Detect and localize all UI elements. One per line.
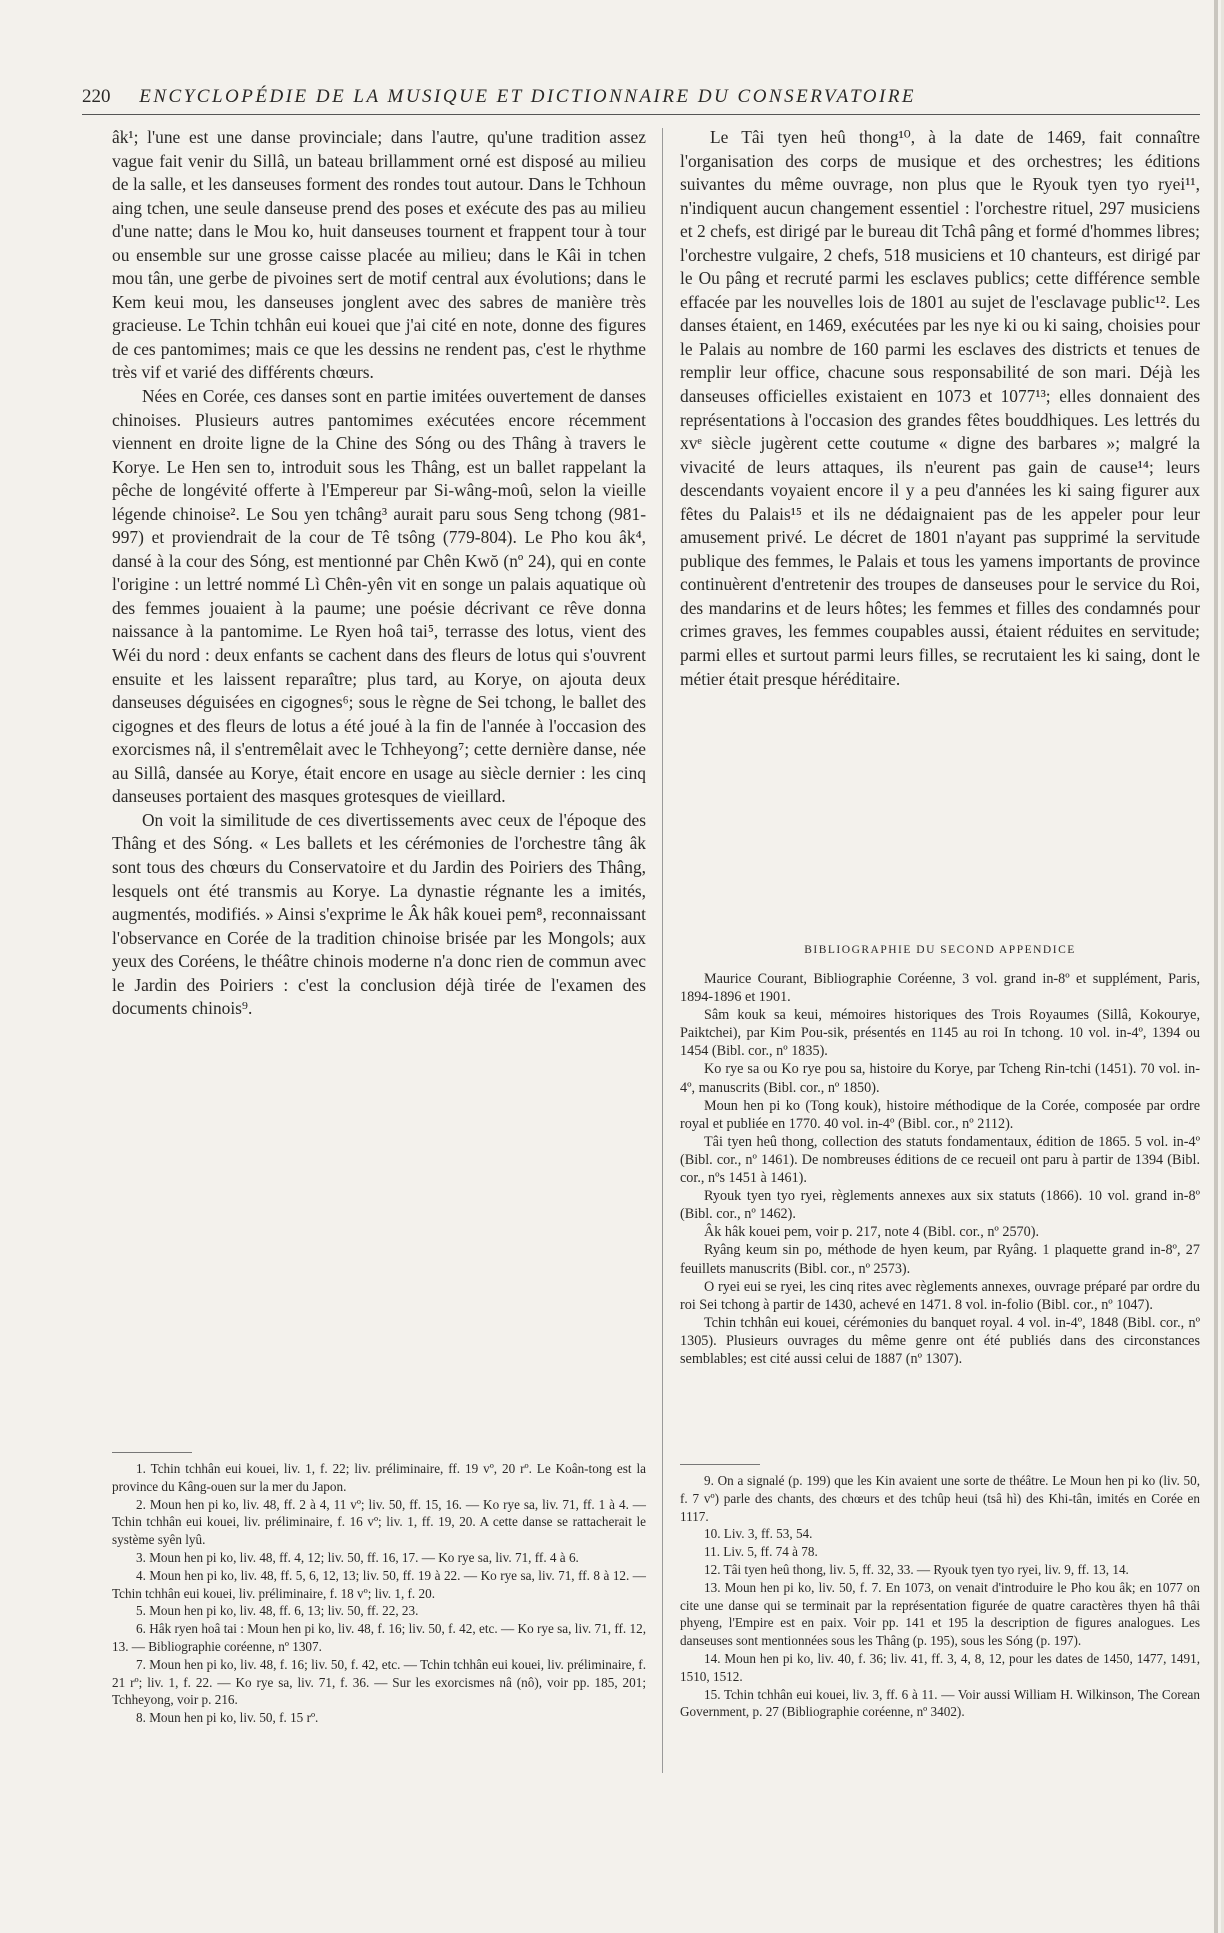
footnote: 5. Moun hen pi ko, liv. 48, ff. 6, 13; liv. 50, ff. 22, 23. — [136, 1603, 419, 1619]
page-number: 220 — [82, 86, 111, 107]
footnote: 11. Liv. 5, ff. 74 à 78. — [704, 1544, 818, 1560]
bibliography-entry: Ryâng keum sin po, méthode de hyen keum, par Ryâng. 1 plaquette grand in-8º, 27 feuillets manuscrits (Bibl. cor., nº 2573). — [680, 1242, 1200, 1277]
footnote-separator — [112, 1452, 192, 1453]
bibliography-entry: Maurice Courant, Bibliographie Coréenne, 3 vol. grand in-8º et supplément, Paris, 1894-1896 et 1901. — [680, 971, 1200, 1006]
footnote: 15. Tchin tchhân eui kouei, liv. 3, ff. 6 à 11. — Voir aussi William H. Wilkinson, The Corean Government, p. 27 (Bibliographie coréenne, nº 3402). — [680, 1686, 1200, 1720]
paragraph: Le Tâi tyen heû thong¹⁰, à la date de 1469, fait connaître l'organisation des corps de musique et des orchestres; les éditions suivantes du même ouvrage, non plus que le Ryouk tyen tyo ryei¹¹, n'indiquent aucun changement essentiel : l'orchestre rituel, 297 musiciens et 2 chefs, est dirigé par le bureau dit Tchâ pâng et formé d'hommes libres; l'orchestre vulgaire, 2 chefs, 518 musiciens et 10 chanteurs, est dirigé par le Ou pâng et recruté parmi les esclaves publics; cette différence semble effacée par les nouvelles lois de 1801 au sujet de l'esclavage public¹². Les danses étaient, en 1469, exécutées par les nye ki ou ki saing, choisies pour le Palais au nombre de 160 parmi les esclaves des districts et tenues de remplir leur office, chacune sous responsabilité de son mari. Déjà les danseuses officielles existaient en 1073 et 1077¹³; elles donnaient des représentations à l'occasion des grandes fêtes bouddhiques. Les lettrés du xvᵉ siècle jugèrent cette coutume « digne des barbares »; malgré la vivacité de leurs attaques, ils n'eurent pas gain de cause¹⁴; leurs descendants voyaient encore il y a peu d'années les ki saing figurer aux fêtes du Palais¹⁵ et ils ne dédaignaient pas de les appeler pour leur amusement privé. Le décret de 1801 n'ayant pas supprimé la servitude publique des femmes, le Palais et tous les yamens importants de province continuèrent d'entretenir des troupes de danseuses pour le service du Roi, des mandarins et de leurs hôtes; les femmes et filles des condamnés pour crimes graves, les femmes coupables aussi, étaient réduites en servitude; parmi elles et surtout parmi leurs filles, se recrutaient les ki saing, dont le métier était presque héréditaire. — [680, 127, 1200, 689]
footnote: 6. Hâk ryen hoâ tai : Moun hen pi ko, liv. 48, f. 16; liv. 50, f. 42, etc. — Ko rye sa, liv. 71, ff. 12, 13. — Bibliographie coréenne, nº 1307. — [112, 1621, 646, 1654]
footnote: 13. Moun hen pi ko, liv. 50, f. 7. En 1073, on venait d'introduire le Pho kou âk; en 1077 on cite une danse qui se terminait par la représentation figurée de quatre caractères thyen hâ thâi phyeng, l'Empire est en paix. Voir pp. 141 et 195 la description de figures analogues. Les danseuses sont mentionnées sous les Thâng (p. 195), sous les Sóng (p. 197). — [680, 1579, 1200, 1649]
paragraph: Nées en Corée, ces danses sont en partie imitées ouvertement de danses chinoises. Plusieurs autres pantomimes exécutées encore récemment viennent en droite ligne de la Chine des Sóng ou des Thâng à travers le Korye. Le Hen sen to, introduit sous les Thâng, est un ballet rappelant la pêche de longévité offerte à l'Empereur par Si-wâng-moû, selon la vieille légende chinoise². Le Sou yen tchâng³ aurait paru sous Seng tchong (981-997) et proviendrait de la cour de Tê tsông (779-804). Le Pho kou âk⁴, dansé à la cour des Sóng, est mentionné par Chên Kwŏ (nº 24), qui en conte l'origine : un lettré nommé Lì Chên-yên vit en songe un palais aquatique où des femmes jouaient à la paume; une poésie décrivant ce rêve donna naissance à la pantomime. Le Ryen hoâ tai⁵, terrasse des lotus, vient des Wéi du nord : deux enfants se cachent dans des fleurs de lotus qui s'ouvrent ensuite et les laissent reparaître; plus tard, au Korye, on ajouta deux danseuses déguisées en cigognes⁶; sous le règne de Sei tchong, le ballet des cigognes et des fleurs de lotus a été joué à la fin de l'année à l'occasion des exorcismes nâ, il s'entremêlait avec le Tchheyong⁷; cette dernière danse, née au Sillâ, dansée au Korye, était encore en usage au siècle dernier : les cinq danseuses portaient des masques grotesques de vieillard. — [112, 386, 646, 807]
paragraph: On voit la similitude de ces divertissements avec ceux de l'époque des Thâng et des Sóng. « Les ballets et les cérémonies de l'orchestre tâng âk sont tous des chœurs du Conservatoire et du Jardin des Poiriers des Thâng, lesquels ont été transmis au Korye. La dynastie régnante les a imités, augmentés, modifiés. » Ainsi s'exprime le Âk hâk kouei pem⁸, reconnaissant l'observance en Corée de la tradition chinoise brisée par les Mongols; aux yeux des Coréens, le théâtre chinois moderne n'a donc rien de commun avec le Jardin des Poiriers : c'est la conclusion déjà tirée de l'examen des documents chinois⁹. — [112, 809, 646, 1019]
bibliography-entry: O ryei eui se ryei, les cinq rites avec règlements annexes, ouvrage préparé par ordre du roi Sei tchong à partir de 1430, achevé en 1471. 8 vol. in-folio (Bibl. cor., nº 1047). — [680, 1278, 1200, 1313]
footnote: 8. Moun hen pi ko, liv. 50, f. 15 rº. — [136, 1710, 319, 1726]
footnote: 10. Liv. 3, ff. 53, 54. — [704, 1526, 813, 1542]
footnote: 1. Tchin tchhân eui kouei, liv. 1, f. 22; liv. préliminaire, ff. 19 vº, 20 rº. Le Koân-tong est la province du Kâng-ouen sur la mer du Japon. — [112, 1461, 646, 1494]
footnotes-right — [680, 1472, 1200, 1721]
footnote: 12. Tâi tyen heû thong, liv. 5, ff. 32, 33. — Ryouk tyen tyo ryei, liv. 9, ff. 13, 14. — [704, 1561, 1129, 1577]
footnote: 7. Moun hen pi ko, liv. 48, f. 16; liv. 50, f. 42, etc. — Tchin tchhân eui kouei, liv. préliminaire, f. 21 rº; liv. 1, f. 22. — Ko rye sa, liv. 71, f. 36. — Sur les exorcismes nâ (nô), voir pp. 185, 201; Tchheyong, voir p. 216. — [112, 1656, 646, 1708]
page-title: ENCYCLOPÉDIE DE LA MUSIQUE ET DICTIONNAIRE DU CONSERVATOIRE — [139, 86, 917, 107]
column-divider — [662, 128, 663, 1773]
header-rule — [82, 114, 1200, 115]
page-edge-shadow — [1214, 0, 1218, 1933]
left-column — [112, 126, 646, 1021]
running-header — [82, 86, 1202, 108]
bibliography-entry: Ko rye sa ou Ko rye pou sa, histoire du Korye, par Tcheng Rin-tchi (1451). 70 vol. in-4º, manuscrits (Bibl. cor., nº 1850). — [680, 1061, 1200, 1096]
footnote: 2. Moun hen pi ko, liv. 48, ff. 2 à 4, 11 vº; liv. 50, ff. 15, 16. — Ko rye sa, liv. 71, ff. 1 à 4. — Tchin tchhân eui kouei, liv. préliminaire, f. 16 vº; liv. 1, ff. 19, 20. A cette danse se rattacherait le système syên lyû. — [112, 1496, 646, 1548]
bibliography-entry: Sâm kouk sa keui, mémoires historiques des Trois Royaumes (Sillâ, Kokourye, Paiktchei), par Kim Pou-sik, présentés en 1145 au roi In tchong. 10 vol. in-4º, 1394 ou 1454 (Bibl. cor., nº 1835). — [680, 1007, 1200, 1060]
footnote: 3. Moun hen pi ko, liv. 48, ff. 4, 12; liv. 50, ff. 16, 17. — Ko rye sa, liv. 71, ff. 4 à 6. — [136, 1549, 579, 1565]
footnote: 9. On a signalé (p. 199) que les Kin avaient une sorte de théâtre. Le Moun hen pi ko (liv. 50, f. 7 vº) parle des chants, des chœurs et des tchûp heui (tsâ hì) des Khi-tân, imités en Corée en 1117. — [680, 1473, 1200, 1524]
bibliography-heading: BIBLIOGRAPHIE DU SECOND APPENDICE — [804, 944, 1076, 956]
bibliography-entry: Tchin tchhân eui kouei, cérémonies du banquet royal. 4 vol. in-4º, 1848 (Bibl. cor., nº 1305). Plusieurs ouvrages du même genre ont été publiés dans des circonstances semblables; est cité aussi celui de 1887 (nº 1307). — [680, 1314, 1200, 1367]
bibliography-entry: Ryouk tyen tyo ryei, règlements annexes aux six statuts (1866). 10 vol. grand in-8º (Bibl. cor., nº 1462). — [680, 1188, 1200, 1223]
paragraph: âk¹; l'une est une danse provinciale; dans l'autre, qu'une tradition assez vague fait venir du Sillâ, un bateau brillamment orné est disposé au milieu de la salle, et les danseuses forment des rondes tout autour. Dans le Tchhoun aing tchen, une seule danseuse prend des poses et exécute des pas au milieu d'une natte; dans le Mou ko, huit danseuses tournent et frappent tour à tour ou ensemble sur une grosse caisse placée au milieu; dans le Kâi in tchen mou tân, une gerbe de pivoines sert de motif central aux évolutions; dans le Kem keui mou, les danseuses jonglent avec des sabres de manière très gracieuse. Le Tchin tchhân eui kouei que j'ai cité en note, donne des figures de ces pantomimes; mais ce que les dessins ne rendent pas, c'est le rhythme très vif et varié des différents chœurs. — [112, 127, 646, 383]
right-column — [680, 126, 1200, 691]
footnote: 14. Moun hen pi ko, liv. 40, f. 36; liv. 41, ff. 3, 4, 8, 12, pour les dates de 1450, 1477, 1491, 1510, 1512. — [680, 1650, 1200, 1684]
bibliography-entry: Âk hâk kouei pem, voir p. 217, note 4 (Bibl. cor., nº 2570). — [704, 1224, 1039, 1241]
bibliography — [680, 970, 1200, 1368]
footnote-separator — [680, 1464, 760, 1465]
footnotes-left — [112, 1460, 646, 1727]
footnote: 4. Moun hen pi ko, liv. 48, ff. 5, 6, 12, 13; liv. 50, ff. 19 à 22. — Ko rye sa, liv. 71, ff. 8 à 12. — Tchin tchhân eui kouei, liv. préliminaire, f. 18 vº; liv. 1, f. 20. — [112, 1567, 646, 1601]
bibliography-entry: Tâi tyen heû thong, collection des statuts fondamentaux, édition de 1865. 5 vol. in-4º (Bibl. cor., nº 1461). De nombreuses éditions de ce recueil ont paru à partir de 1394 (Bibl. cor., nºs 1451 à 1461). — [680, 1133, 1200, 1187]
bibliography-entry: Moun hen pi ko (Tong kouk), histoire méthodique de la Corée, composée par ordre royal et publiée en 1770. 40 vol. in-4º (Bibl. cor., nº 2112). — [680, 1097, 1200, 1132]
